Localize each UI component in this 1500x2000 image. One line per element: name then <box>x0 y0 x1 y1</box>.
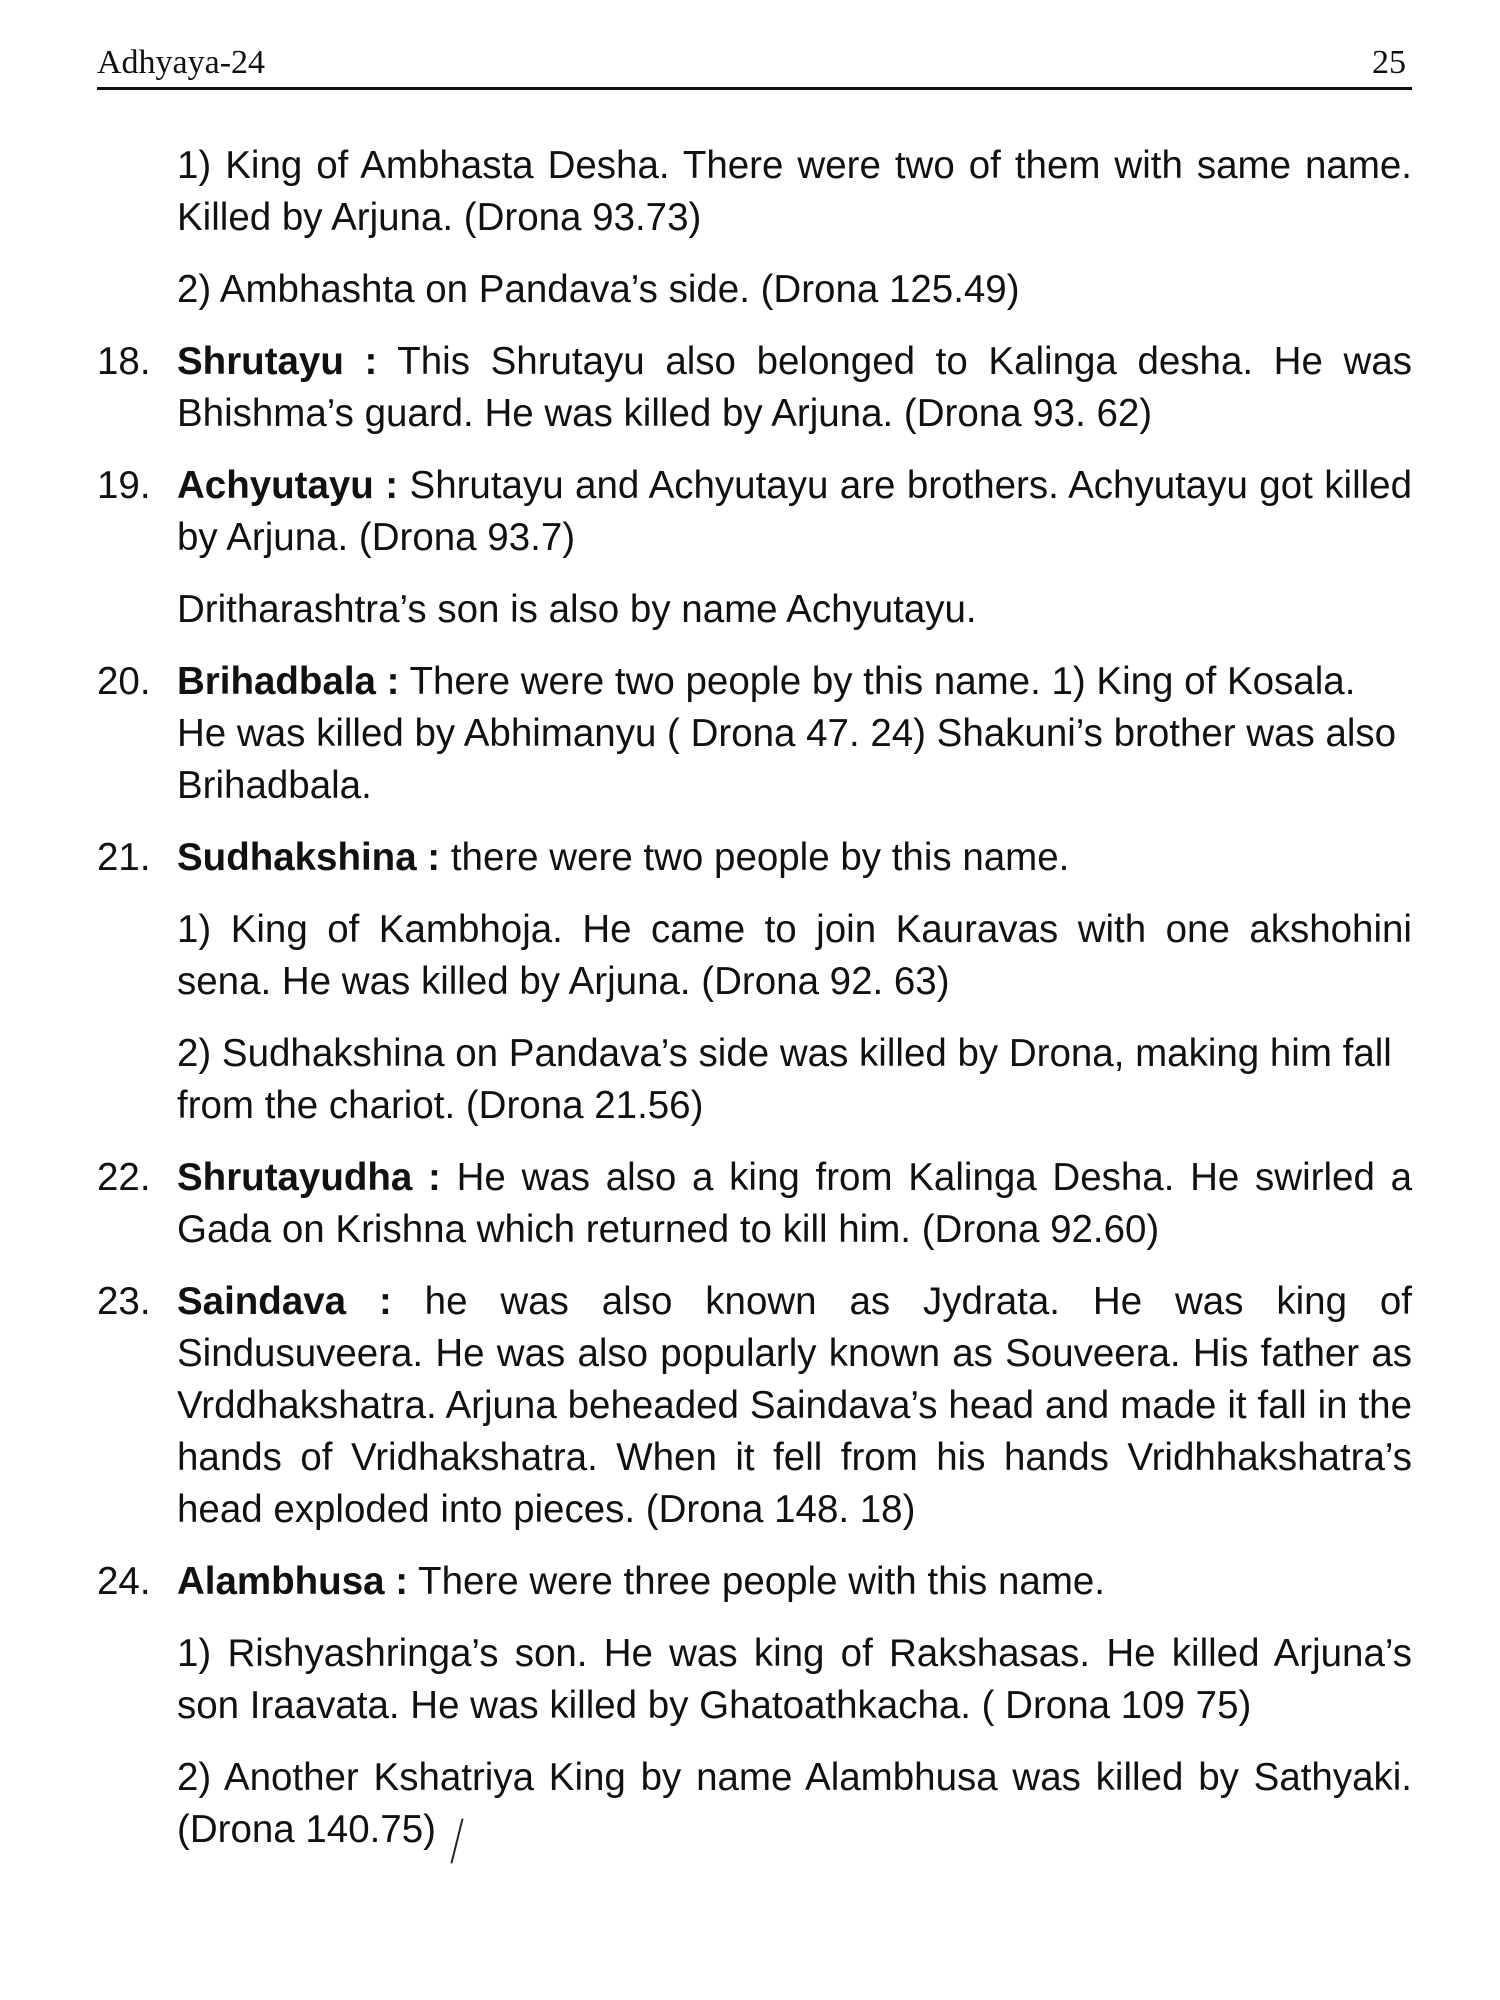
entry-number: 22. <box>97 1156 151 1199</box>
paragraph: 2) Sudhakshina on Pandava’s side was killed by Drona, making him fall from the chariot. (Drona 21.56) <box>177 1032 1392 1127</box>
paragraph: 2) Another Kshatriya King by name Alambhusa was killed by Sathyaki. (Drona 140.75) <box>177 1756 1412 1851</box>
entry-sudhakshina <box>97 832 1412 884</box>
paragraph: 1) King of Kambhoja. He came to join Kauravas with one akshohini sena. He was killed by Arjuna. (Drona 92. 63) <box>177 908 1412 1003</box>
entry-number: 18. <box>97 340 151 383</box>
entry-name: Alambhusa : <box>177 1560 409 1603</box>
entry-number: 21. <box>97 836 151 879</box>
entry-name: Achyutayu : <box>177 464 399 507</box>
entry-number: 24. <box>97 1560 151 1603</box>
entry-number: 20. <box>97 660 151 703</box>
entry-saindava <box>97 1276 1412 1536</box>
entry-name: Sudhakshina : <box>177 836 441 879</box>
paragraph: 1) Rishyashringa’s son. He was king of Rakshasas. He killed Arjuna’s son Iraavata. He was killed by Ghatoathkacha. ( Drona 109 75) <box>177 1632 1412 1727</box>
entry-text: Shrutayu and Achyutayu are brothers. Achyutayu got killed by Arjuna. (Drona 93.7) <box>177 464 1412 559</box>
entry-brihadbala <box>97 656 1412 812</box>
entry-text: there were two people by this name. <box>440 836 1070 879</box>
entry-shrutayu <box>97 336 1412 440</box>
entry-name: Brihadbala : <box>177 660 400 703</box>
entry-name: Shrutayudha : <box>177 1156 441 1199</box>
page-body <box>97 140 1412 1856</box>
entry-text: There were two people by this name. 1) King of Kosala. He was killed by Abhimanyu ( Drona 47. 24) Shakuni’s brother was also Brihadbala. <box>177 660 1397 807</box>
entry-shrutayudha <box>97 1152 1412 1256</box>
entry-name: Shrutayu : <box>177 340 378 383</box>
paragraph: Dritharashtra’s son is also by name Achyutayu. <box>177 588 977 631</box>
entry-text: He was also a king from Kalinga Desha. He swirled a Gada on Krishna which returned to kill him. (Drona 92.60) <box>177 1156 1412 1251</box>
entry-name: Saindava : <box>177 1280 392 1323</box>
entry-number: 19. <box>97 464 151 507</box>
page-header <box>97 42 1412 90</box>
entry-achyutayu <box>97 460 1412 564</box>
entry-text: This Shrutayu also belonged to Kalinga desha. He was Bhishma’s guard. He was killed by Arjuna. (Drona 93. 62) <box>177 340 1412 435</box>
entry-text: There were three people with this name. <box>408 1560 1105 1603</box>
chapter-title: Adhyaya-24 <box>97 44 266 81</box>
paragraph: 1) King of Ambhasta Desha. There were two of them with same name. Killed by Arjuna. (Drona 93.73) <box>177 144 1412 239</box>
page-number: 25 <box>1372 44 1406 81</box>
entry-number: 23. <box>97 1280 151 1323</box>
entry-text: he was also known as Jydrata. He was king of Sindusuveera. He was also popularly known as Souveera. His father as Vrddhakshatra. Arjuna beheaded Saindava’s head and made it fall in the hands of Vridhakshatra. When it fell from his hands Vridhhakshatra’s head exploded into pieces. (Drona 148. 18) <box>177 1280 1412 1531</box>
entry-alambhusa <box>97 1556 1412 1608</box>
paragraph: 2) Ambhashta on Pandava’s side. (Drona 125.49) <box>177 268 1020 311</box>
